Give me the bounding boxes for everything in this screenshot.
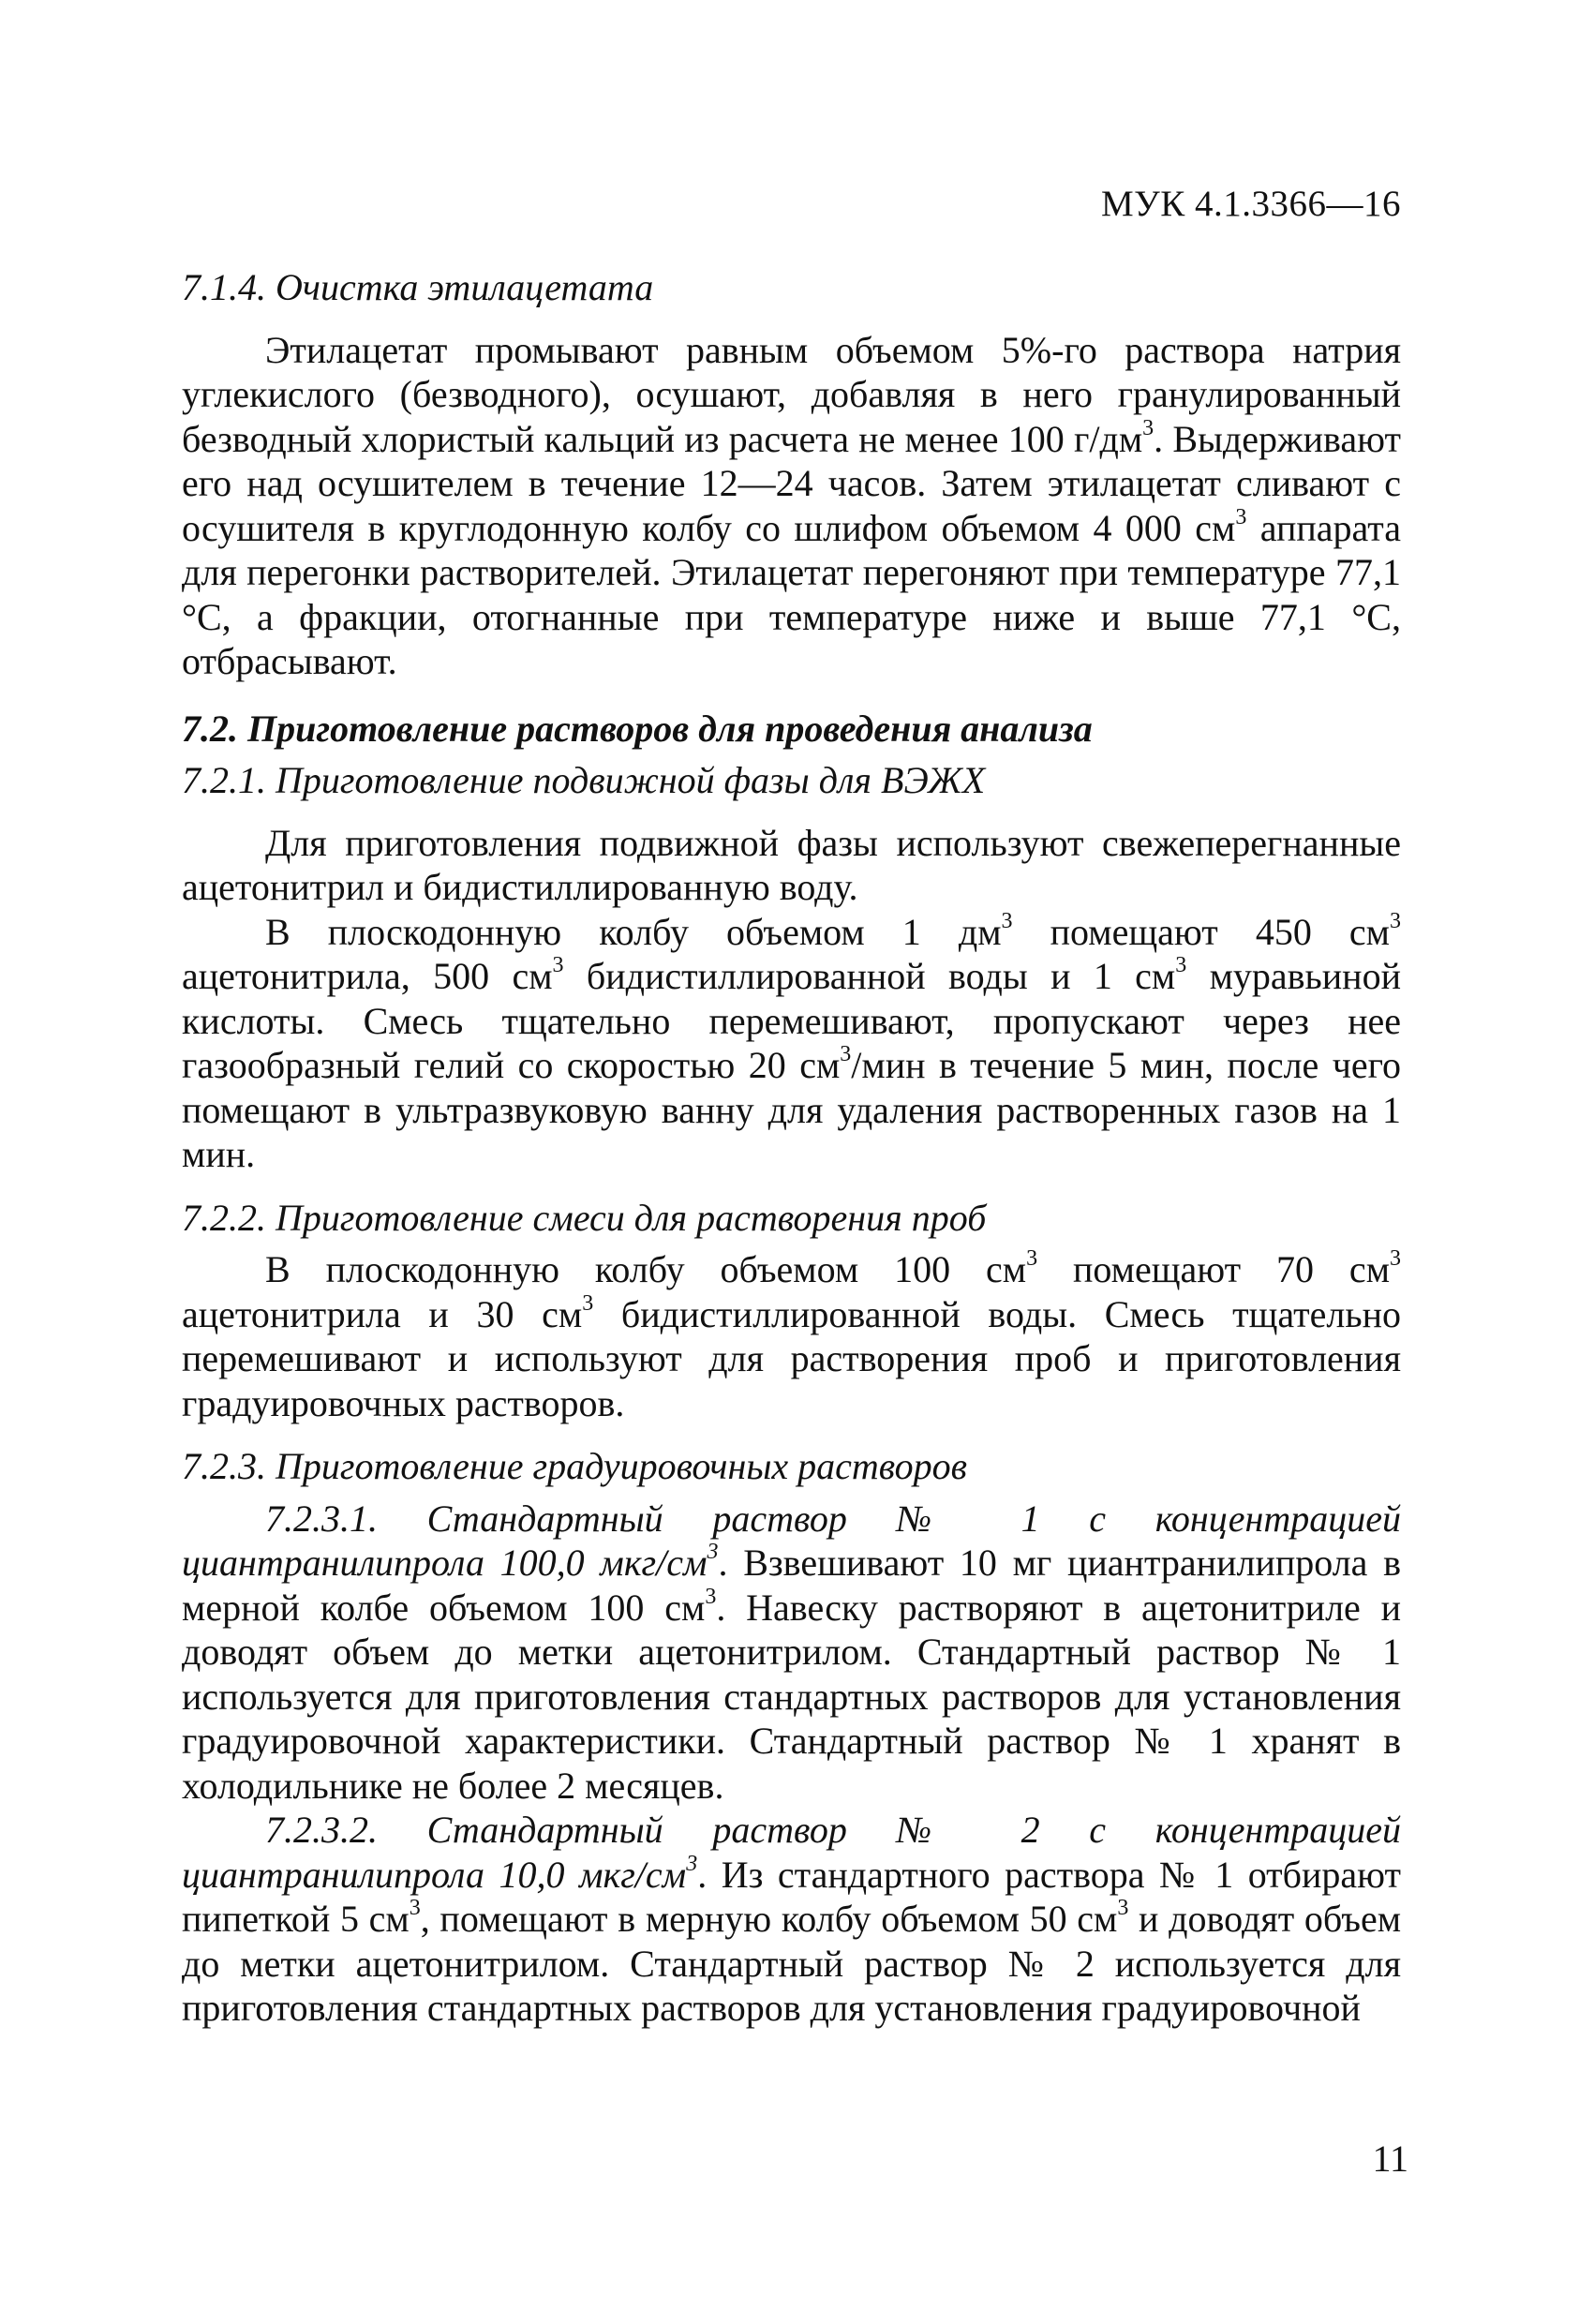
section-title-7-2-2: 7.2.2. Приготовление смеси для растворения проб bbox=[182, 1196, 987, 1239]
section-title-7-2: 7.2. Приготовление растворов для проведения анализа bbox=[182, 707, 1093, 750]
text-run: . Навеску растворяют в ацетонитриле и доводят объем до метки ацетонитрилом. Стандартный раствор № 1 используется для приготовления стандартных растворов для установления градуировочной характеристики. Стандартный раствор № 1 хранят в холодильнике не более 2 месяцев. bbox=[182, 1586, 1402, 1807]
superscript: 3 bbox=[1001, 908, 1013, 933]
paragraph-mobile-phase-prep bbox=[182, 910, 1401, 1177]
text-run: В плоскодонную колбу объемом 100 см bbox=[265, 1248, 1027, 1290]
paragraph-ethyl-acetate-cleaning bbox=[182, 328, 1401, 684]
superscript: 3 bbox=[409, 1896, 421, 1921]
paragraph-mobile-phase-intro: Для приготовления подвижной фазы используют свежеперегнанные ацетонитрил и бидистиллированную воду. bbox=[182, 821, 1401, 908]
text-run: . Выдерживают его над осушителем в течение 12—24 часов. Затем этилацетат сливают с осушителя в круглодонную колбу со шлифом объемом 4 000 см bbox=[182, 417, 1402, 549]
page-number: 11 bbox=[1372, 2138, 1408, 2180]
superscript: 3 bbox=[1142, 415, 1155, 440]
superscript: 3 bbox=[552, 953, 564, 978]
superscript: 3 bbox=[707, 1540, 719, 1565]
superscript: 3 bbox=[582, 1290, 594, 1316]
superscript: 3 bbox=[1235, 504, 1247, 529]
text-run: В плоскодонную колбу объемом 1 дм bbox=[265, 910, 1002, 953]
text-run: и доводят объем до метки ацетонитрилом. Стандартный раствор № 2 используется для приготовления стандартных растворов для установления градуировочной bbox=[182, 1898, 1402, 2029]
document-body bbox=[182, 265, 1401, 2031]
text-run: Этилацетат промывают равным объемом 5%-го раствора натрия углекислого (безводного), осушают, добавляя в него гранулированный безводный хлористый кальций из расчета не менее 100 г/дм bbox=[182, 328, 1401, 460]
section-title-7-2-3: 7.2.3. Приготовление градуировочных растворов bbox=[182, 1445, 968, 1487]
text-run-italic: 7.2.3.2. Стандартный раствор № 2 с концентрацией циантранилипрола 10,0 мкг/см bbox=[182, 1809, 1401, 1896]
text-run: бидистиллированной воды и 1 см bbox=[563, 955, 1176, 997]
text-run-italic: 7.2.3.1. Стандартный раствор № 1 с концентрацией циантранилипрола 100,0 мкг/см bbox=[182, 1497, 1401, 1584]
superscript: 3 bbox=[1390, 908, 1401, 933]
text-run: , помещают в мерную колбу объемом 50 см bbox=[420, 1898, 1118, 1940]
superscript: 3 bbox=[1390, 1246, 1401, 1272]
section-title-7-2-1: 7.2.1. Приготовление подвижной фазы для ВЭЖХ bbox=[182, 759, 986, 801]
paragraph-standard-solution-2 bbox=[182, 1808, 1401, 2031]
text-run: ацетонитрила и 30 см bbox=[182, 1292, 583, 1335]
superscript: 3 bbox=[1175, 953, 1187, 978]
text-run: помещают 70 см bbox=[1037, 1248, 1390, 1290]
superscript: 3 bbox=[686, 1851, 698, 1876]
text-run: бидистиллированной воды. Смесь тщательно перемешивают и используют для растворения проб и приготовления градуировочных растворов. bbox=[182, 1292, 1401, 1424]
superscript: 3 bbox=[1117, 1896, 1129, 1921]
paragraph-sample-mix-prep bbox=[182, 1247, 1401, 1425]
superscript: 3 bbox=[840, 1042, 852, 1067]
document-code-header: МУК 4.1.3366—16 bbox=[1100, 184, 1401, 224]
superscript: 3 bbox=[705, 1584, 717, 1609]
text-run: ацетонитрила, 500 см bbox=[182, 955, 553, 997]
text-run: . Из стандартного раствора № 1 отбирают пипеткой 5 см bbox=[182, 1853, 1402, 1940]
text-run: . Взвешивают 10 мг циантранилипрола в мерной колбе объемом 100 см bbox=[182, 1542, 1401, 1629]
text-run: муравьиной кислоты. Смесь тщательно перемешивают, пропускают через нее газообразный гелий со скоростью 20 см bbox=[182, 955, 1401, 1086]
paragraph-standard-solution-1 bbox=[182, 1497, 1401, 1809]
text-run: аппарата для перегонки растворителей. Этилацетат перегоняют при температуре 77,1 °С, а фракции, отогнанные при температуре ниже и выше 77,1 °С, отбрасывают. bbox=[182, 506, 1402, 682]
text-run: /мин в течение 5 мин, после чего помещают в ультразвуковую ванну для удаления растворенных газов на 1 мин. bbox=[182, 1044, 1402, 1175]
section-title-7-1-4: 7.1.4. Очистка этилацетата bbox=[182, 266, 654, 308]
text-run: помещают 450 см bbox=[1012, 910, 1390, 953]
superscript: 3 bbox=[1026, 1246, 1038, 1272]
